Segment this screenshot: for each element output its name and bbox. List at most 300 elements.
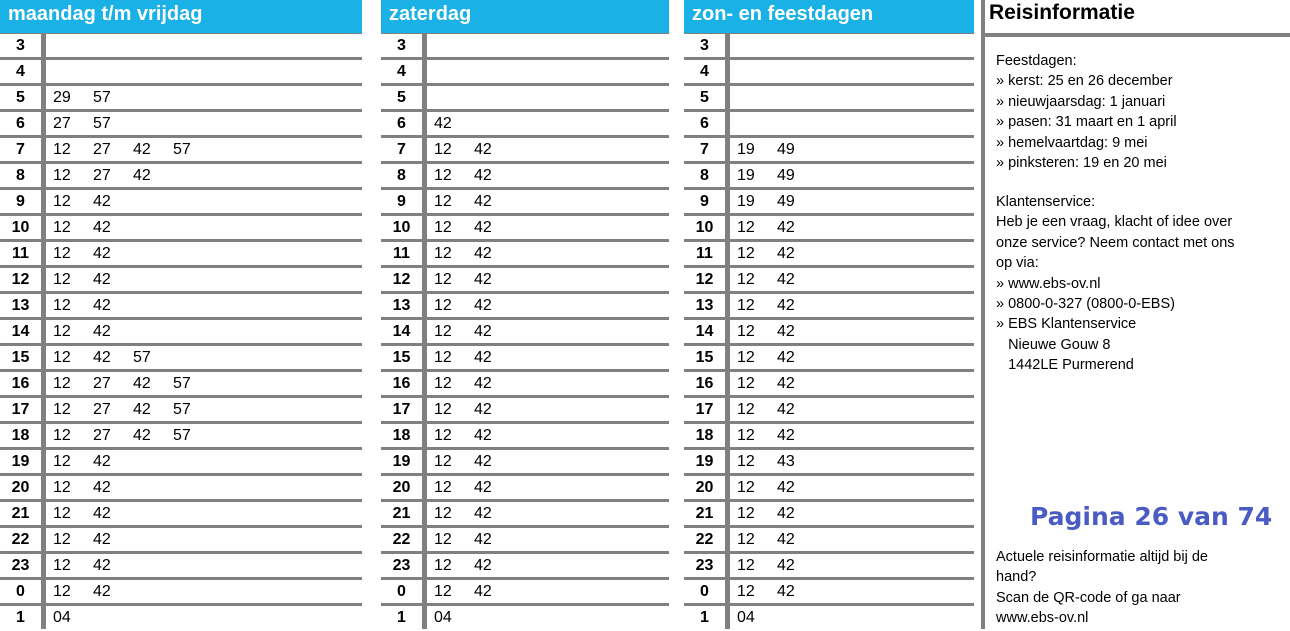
departure-minute: 42	[777, 479, 795, 496]
hour-cell: 14	[684, 320, 725, 343]
info-line: op via:	[996, 255, 1039, 272]
table-row	[381, 605, 669, 631]
table-row	[0, 293, 362, 319]
departure-minute: 42	[474, 245, 492, 262]
table-row	[381, 527, 669, 553]
departure-minute: 12	[737, 349, 755, 366]
departure-minute: 12	[737, 505, 755, 522]
hour-cell: 6	[0, 112, 41, 135]
hour-cell: 15	[381, 346, 422, 369]
table-row	[0, 319, 362, 345]
departure-minute: 12	[434, 453, 452, 470]
departure-minute: 12	[434, 531, 452, 548]
departure-minute: 12	[53, 193, 71, 210]
table-row	[684, 33, 974, 59]
departure-minute: 42	[777, 401, 795, 418]
table-row	[0, 267, 362, 293]
minutes-cell	[427, 190, 669, 213]
minutes-cell	[427, 320, 669, 343]
departure-minute: 42	[133, 427, 151, 444]
departure-minute: 12	[737, 557, 755, 574]
departure-minute: 12	[53, 271, 71, 288]
hour-cell: 9	[0, 190, 41, 213]
table-row	[0, 605, 362, 631]
table-row	[684, 501, 974, 527]
hour-cell: 12	[0, 268, 41, 291]
hour-cell: 10	[381, 216, 422, 239]
table-row	[381, 137, 669, 163]
departure-minute: 42	[133, 375, 151, 392]
minutes-cell	[46, 424, 362, 447]
hour-cell: 1	[0, 606, 41, 629]
departure-minute: 27	[93, 427, 111, 444]
departure-minute: 27	[93, 167, 111, 184]
minutes-cell	[730, 320, 974, 343]
departure-minute: 12	[53, 401, 71, 418]
info-line: Feestdagen:	[996, 53, 1077, 69]
hour-cell: 8	[381, 164, 422, 187]
info-line: onze service? Neem contact met ons	[996, 234, 1235, 251]
departure-minute: 12	[53, 479, 71, 496]
table-row	[684, 293, 974, 319]
hour-cell: 10	[0, 216, 41, 239]
departure-minute: 12	[737, 583, 755, 600]
minutes-cell	[46, 346, 362, 369]
minutes-cell	[46, 580, 362, 603]
schedule-column-saturday	[381, 0, 669, 629]
footer-block	[996, 547, 1208, 629]
departure-minute: 12	[434, 297, 452, 314]
departure-minute: 12	[737, 401, 755, 418]
departure-minute: 27	[53, 115, 71, 132]
minutes-cell	[427, 112, 669, 135]
departure-minute: 42	[777, 323, 795, 340]
hour-cell: 18	[0, 424, 41, 447]
hour-cell: 6	[381, 112, 422, 135]
minutes-cell	[730, 398, 974, 421]
minutes-cell	[730, 554, 974, 577]
departure-minute: 42	[777, 349, 795, 366]
departure-minute: 12	[53, 245, 71, 262]
table-row	[0, 33, 362, 59]
hour-cell: 4	[0, 60, 41, 83]
departure-minute: 04	[737, 609, 755, 626]
minutes-cell	[427, 242, 669, 265]
hour-cell: 21	[684, 502, 725, 525]
departure-minute: 12	[53, 583, 71, 600]
minutes-cell	[730, 242, 974, 265]
table-row	[381, 397, 669, 423]
table-row	[381, 85, 669, 111]
hour-cell: 4	[381, 60, 422, 83]
table-row	[381, 579, 669, 605]
minutes-cell	[730, 528, 974, 551]
hour-cell: 22	[0, 528, 41, 551]
departure-minute: 27	[93, 375, 111, 392]
table-row	[684, 527, 974, 553]
info-line: » kerst: 25 en 26 december	[996, 73, 1173, 90]
departure-minute: 42	[434, 115, 452, 132]
table-row	[381, 293, 669, 319]
departure-minute: 12	[434, 427, 452, 444]
table-row	[0, 475, 362, 501]
schedule-rows	[0, 33, 362, 629]
hour-cell: 19	[684, 450, 725, 473]
table-row	[381, 553, 669, 579]
minutes-cell	[427, 528, 669, 551]
hour-cell: 22	[381, 528, 422, 551]
departure-minute: 42	[777, 271, 795, 288]
minutes-cell	[427, 268, 669, 291]
column-header: maandag t/m vrijdag	[0, 0, 362, 33]
departure-minute: 57	[173, 375, 191, 392]
table-row	[684, 189, 974, 215]
departure-minute: 12	[53, 505, 71, 522]
table-row	[381, 189, 669, 215]
schedule-rows	[684, 33, 974, 629]
hour-cell: 12	[381, 268, 422, 291]
hour-cell: 20	[381, 476, 422, 499]
departure-minute: 12	[737, 375, 755, 392]
departure-minute: 42	[474, 557, 492, 574]
departure-minute: 12	[737, 297, 755, 314]
departure-minute: 12	[737, 271, 755, 288]
departure-minute: 49	[777, 193, 795, 210]
hour-cell: 0	[381, 580, 422, 603]
departure-minute: 42	[474, 141, 492, 158]
minutes-cell	[427, 424, 669, 447]
departure-minute: 57	[173, 401, 191, 418]
minutes-cell	[730, 294, 974, 317]
table-row	[381, 475, 669, 501]
info-title: Reisinformatie	[989, 1, 1135, 24]
departure-minute: 42	[474, 219, 492, 236]
departure-minute: 42	[474, 167, 492, 184]
hour-cell: 23	[381, 554, 422, 577]
departure-minute: 42	[777, 583, 795, 600]
hour-cell: 17	[0, 398, 41, 421]
hour-cell: 17	[684, 398, 725, 421]
info-line: hand?	[996, 569, 1037, 586]
departure-minute: 42	[474, 583, 492, 600]
table-row	[0, 345, 362, 371]
table-row	[684, 605, 974, 631]
hour-cell: 4	[684, 60, 725, 83]
table-row	[0, 423, 362, 449]
minutes-cell	[427, 398, 669, 421]
table-row	[0, 163, 362, 189]
departure-minute: 42	[474, 271, 492, 288]
departure-minute: 42	[777, 531, 795, 548]
table-row	[381, 423, 669, 449]
departure-minute: 12	[434, 479, 452, 496]
table-row	[381, 33, 669, 59]
departure-minute: 42	[777, 505, 795, 522]
minutes-cell	[46, 164, 362, 187]
departure-minute: 42	[93, 479, 111, 496]
departure-minute: 12	[434, 167, 452, 184]
minutes-cell	[730, 216, 974, 239]
departure-minute: 42	[474, 505, 492, 522]
departure-minute: 42	[474, 297, 492, 314]
departure-minute: 42	[474, 531, 492, 548]
departure-minute: 19	[737, 193, 755, 210]
departure-minute: 12	[434, 375, 452, 392]
minutes-cell	[46, 242, 362, 265]
minutes-cell	[730, 450, 974, 473]
minutes-cell	[46, 86, 362, 109]
departure-minute: 12	[737, 479, 755, 496]
minutes-cell	[427, 164, 669, 187]
departure-minute: 42	[93, 531, 111, 548]
minutes-cell	[427, 346, 669, 369]
hour-cell: 23	[684, 554, 725, 577]
hour-cell: 16	[0, 372, 41, 395]
departure-minute: 19	[737, 167, 755, 184]
hour-cell: 3	[381, 34, 422, 57]
departure-minute: 57	[173, 427, 191, 444]
minutes-cell	[730, 86, 974, 109]
divider	[981, 0, 985, 629]
hour-cell: 17	[381, 398, 422, 421]
table-row	[0, 85, 362, 111]
departure-minute: 12	[737, 219, 755, 236]
schedule-rows	[381, 33, 669, 629]
departure-minute: 12	[434, 271, 452, 288]
hour-cell: 8	[684, 164, 725, 187]
departure-minute: 42	[93, 297, 111, 314]
departure-minute: 12	[434, 349, 452, 366]
departure-minute: 49	[777, 167, 795, 184]
departure-minute: 42	[93, 219, 111, 236]
minutes-cell	[427, 86, 669, 109]
minutes-cell	[730, 580, 974, 603]
table-row	[381, 345, 669, 371]
minutes-cell	[730, 476, 974, 499]
departure-minute: 42	[93, 271, 111, 288]
table-row	[684, 319, 974, 345]
hour-cell: 10	[684, 216, 725, 239]
table-row	[0, 241, 362, 267]
hour-cell: 19	[381, 450, 422, 473]
holidays-block	[996, 51, 1177, 173]
hour-cell: 9	[684, 190, 725, 213]
minutes-cell	[46, 476, 362, 499]
table-row	[0, 59, 362, 85]
minutes-cell	[730, 60, 974, 83]
departure-minute: 42	[777, 245, 795, 262]
minutes-cell	[46, 554, 362, 577]
minutes-cell	[730, 346, 974, 369]
departure-minute: 12	[53, 323, 71, 340]
departure-minute: 42	[777, 427, 795, 444]
table-row	[0, 449, 362, 475]
table-row	[0, 137, 362, 163]
info-line: Nieuwe Gouw 8	[996, 336, 1111, 353]
departure-minute: 42	[474, 453, 492, 470]
hour-cell: 20	[684, 476, 725, 499]
departure-minute: 42	[474, 349, 492, 366]
departure-minute: 12	[434, 583, 452, 600]
hour-cell: 22	[684, 528, 725, 551]
table-row	[0, 189, 362, 215]
table-row	[381, 241, 669, 267]
departure-minute: 42	[474, 193, 492, 210]
hour-cell: 11	[684, 242, 725, 265]
table-row	[381, 111, 669, 137]
minutes-cell	[46, 60, 362, 83]
minutes-cell	[730, 34, 974, 57]
departure-minute: 12	[53, 349, 71, 366]
departure-minute: 42	[777, 557, 795, 574]
page-number: Pagina 26 van 74	[1030, 502, 1273, 531]
departure-minute: 42	[93, 505, 111, 522]
departure-minute: 49	[777, 141, 795, 158]
hour-cell: 15	[0, 346, 41, 369]
minutes-cell	[46, 34, 362, 57]
minutes-cell	[427, 554, 669, 577]
table-row	[381, 59, 669, 85]
table-row	[0, 553, 362, 579]
minutes-cell	[46, 606, 362, 629]
table-row	[381, 371, 669, 397]
departure-minute: 42	[777, 219, 795, 236]
hour-cell: 6	[684, 112, 725, 135]
hour-cell: 1	[381, 606, 422, 629]
column-header: zaterdag	[381, 0, 669, 33]
minutes-cell	[46, 216, 362, 239]
hour-cell: 1	[684, 606, 725, 629]
hour-cell: 8	[0, 164, 41, 187]
departure-minute: 42	[133, 167, 151, 184]
table-row	[684, 163, 974, 189]
minutes-cell	[427, 580, 669, 603]
minutes-cell	[46, 372, 362, 395]
table-row	[684, 137, 974, 163]
hour-cell: 23	[0, 554, 41, 577]
minutes-cell	[730, 164, 974, 187]
departure-minute: 42	[93, 557, 111, 574]
info-line: » pasen: 31 maart en 1 april	[996, 114, 1177, 131]
info-line: Scan de QR-code of ga naar	[996, 589, 1181, 606]
departure-minute: 12	[434, 401, 452, 418]
departure-minute: 57	[93, 89, 111, 106]
schedule-column-sundays	[684, 0, 974, 629]
departure-minute: 27	[93, 401, 111, 418]
departure-minute: 12	[53, 219, 71, 236]
departure-minute: 12	[737, 323, 755, 340]
hour-cell: 20	[0, 476, 41, 499]
table-row	[684, 553, 974, 579]
table-row	[0, 397, 362, 423]
hour-cell: 14	[381, 320, 422, 343]
departure-minute: 42	[93, 349, 111, 366]
table-row	[381, 501, 669, 527]
departure-minute: 12	[737, 427, 755, 444]
hour-cell: 16	[381, 372, 422, 395]
table-row	[684, 59, 974, 85]
hour-cell: 14	[0, 320, 41, 343]
info-line: www.ebs-ov.nl	[996, 610, 1089, 627]
table-row	[381, 215, 669, 241]
schedule-column-weekdays	[0, 0, 362, 629]
minutes-cell	[427, 60, 669, 83]
table-row	[381, 163, 669, 189]
minutes-cell	[46, 320, 362, 343]
departure-minute: 42	[777, 375, 795, 392]
hour-cell: 7	[684, 138, 725, 161]
departure-minute: 42	[474, 427, 492, 444]
departure-minute: 12	[53, 167, 71, 184]
hour-cell: 19	[0, 450, 41, 473]
table-row	[381, 267, 669, 293]
hour-cell: 15	[684, 346, 725, 369]
departure-minute: 04	[53, 609, 71, 626]
departure-minute: 27	[93, 141, 111, 158]
table-row	[0, 501, 362, 527]
departure-minute: 42	[133, 401, 151, 418]
departure-minute: 42	[93, 245, 111, 262]
table-row	[684, 241, 974, 267]
minutes-cell	[730, 424, 974, 447]
hour-cell: 13	[684, 294, 725, 317]
departure-minute: 12	[737, 453, 755, 470]
hour-cell: 9	[381, 190, 422, 213]
info-line: Heb je een vraag, klacht of idee over	[996, 214, 1233, 231]
info-line: » hemelvaartdag: 9 mei	[996, 134, 1148, 151]
departure-minute: 12	[434, 141, 452, 158]
departure-minute: 42	[474, 323, 492, 340]
table-row	[0, 215, 362, 241]
column-header: zon- en feestdagen	[684, 0, 974, 33]
table-row	[684, 371, 974, 397]
table-row	[684, 423, 974, 449]
minutes-cell	[730, 372, 974, 395]
info-line: Actuele reisinformatie altijd bij de	[996, 549, 1208, 565]
departure-minute: 42	[93, 583, 111, 600]
departure-minute: 19	[737, 141, 755, 158]
table-row	[684, 397, 974, 423]
hour-cell: 7	[0, 138, 41, 161]
departure-minute: 04	[434, 609, 452, 626]
departure-minute: 29	[53, 89, 71, 106]
hour-cell: 13	[381, 294, 422, 317]
minutes-cell	[427, 450, 669, 473]
hour-cell: 12	[684, 268, 725, 291]
departure-minute: 12	[737, 245, 755, 262]
hour-cell: 5	[0, 86, 41, 109]
departure-minute: 12	[53, 375, 71, 392]
departure-minute: 42	[474, 375, 492, 392]
departure-minute: 12	[434, 193, 452, 210]
departure-minute: 57	[93, 115, 111, 132]
table-row	[684, 579, 974, 605]
hour-cell: 0	[0, 580, 41, 603]
hour-cell: 11	[381, 242, 422, 265]
minutes-cell	[427, 476, 669, 499]
info-line: » 0800-0-327 (0800-0-EBS)	[996, 296, 1175, 313]
minutes-cell	[427, 34, 669, 57]
minutes-cell	[730, 606, 974, 629]
minutes-cell	[427, 294, 669, 317]
hour-cell: 0	[684, 580, 725, 603]
minutes-cell	[730, 112, 974, 135]
departure-minute: 42	[777, 297, 795, 314]
minutes-cell	[427, 372, 669, 395]
hour-cell: 13	[0, 294, 41, 317]
hour-cell: 7	[381, 138, 422, 161]
table-row	[0, 579, 362, 605]
